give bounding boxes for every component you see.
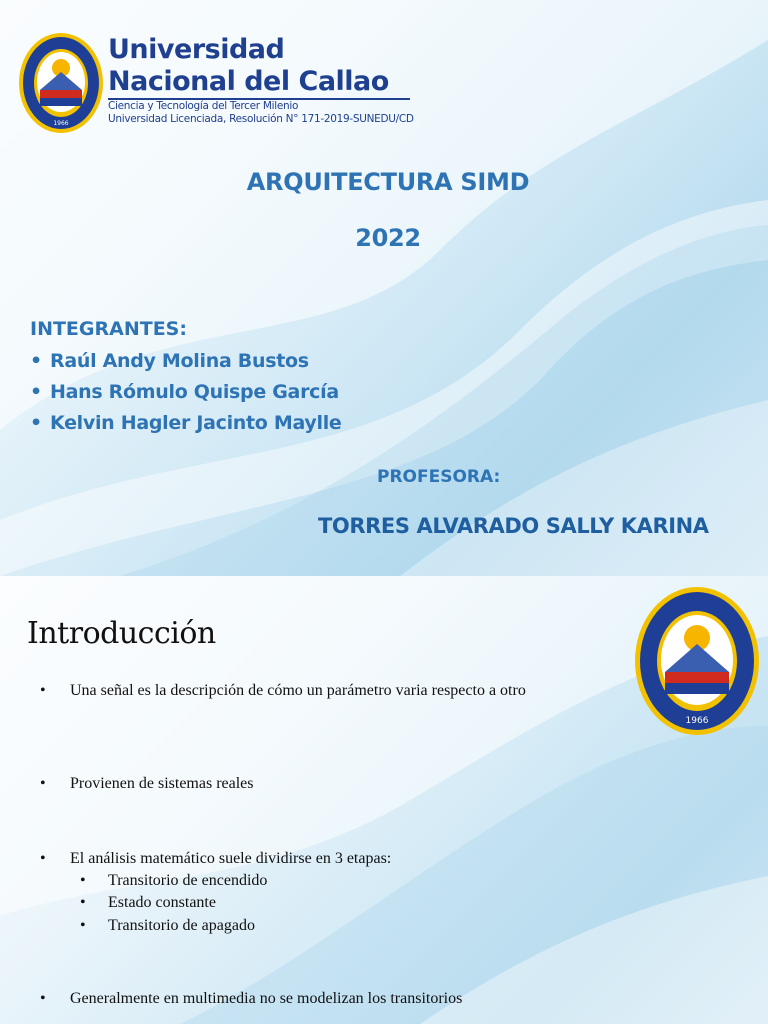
sub-bullet-text: Transitorio de encendido: [108, 872, 268, 889]
university-tagline-2: Universidad Licenciada, Resolución N° 171-2019-SUNEDU/CD: [108, 113, 414, 125]
members-heading: INTEGRANTES:: [30, 318, 187, 340]
member-name: Hans Rómulo Quispe García: [50, 381, 339, 403]
bullet-icon: •: [30, 381, 42, 403]
slide-title: Introducción: [27, 616, 216, 651]
bullet-text: Generalmente en multimedia no se modelizan los transitorios: [70, 990, 463, 1007]
bullet-icon: •: [40, 850, 46, 867]
seal-year: 1966: [53, 120, 69, 127]
bullet-item: [40, 848, 392, 869]
bullet-text: Una señal es la descripción de cómo un parámetro varia respecto a otro: [70, 682, 526, 699]
bullet-icon: •: [30, 350, 42, 372]
bullet-icon: •: [40, 775, 46, 792]
member-name: Kelvin Hagler Jacinto Maylle: [50, 412, 342, 434]
members-list: [30, 346, 342, 439]
member-name: Raúl Andy Molina Bustos: [50, 350, 309, 372]
professor-name: TORRES ALVARADO SALLY KARINA: [318, 514, 709, 538]
university-name: [108, 34, 389, 98]
professor-heading: PROFESORA:: [377, 467, 501, 487]
member-item: [30, 377, 342, 408]
bullet-icon: •: [80, 894, 86, 911]
member-item: [30, 408, 342, 439]
seal-year: 1966: [685, 716, 709, 726]
bullet-icon: •: [80, 872, 86, 889]
university-seal: [18, 32, 104, 134]
presentation-year: 2022: [355, 224, 421, 252]
university-name-line1: Universidad: [108, 34, 285, 65]
bullet-icon: •: [80, 917, 86, 934]
bullet-text: El análisis matemático suele dividirse en 3 etapas:: [70, 850, 392, 867]
member-item: [30, 346, 342, 377]
bullet-item: [40, 988, 463, 1009]
bullet-item: [40, 773, 254, 794]
bullet-icon: •: [40, 990, 46, 1007]
university-seal: [634, 586, 760, 736]
bullet-icon: •: [40, 682, 46, 699]
sub-bullet-text: Transitorio de apagado: [108, 917, 255, 934]
university-taglines: [108, 100, 414, 126]
university-tagline-1: Ciencia y Tecnología del Tercer Milenio: [108, 100, 299, 112]
sub-bullet-item: [80, 872, 268, 890]
university-name-line2: Nacional del Callao: [108, 66, 389, 97]
sub-bullet-item: [80, 894, 216, 912]
sub-bullet-text: Estado constante: [108, 894, 216, 911]
introduction-slide: [0, 576, 768, 1024]
bullet-text: Provienen de sistemas reales: [70, 775, 254, 792]
bullet-icon: •: [30, 412, 42, 434]
sub-bullet-item: [80, 917, 255, 935]
bullet-item: [40, 680, 590, 701]
presentation-title: ARQUITECTURA SIMD: [246, 168, 530, 196]
